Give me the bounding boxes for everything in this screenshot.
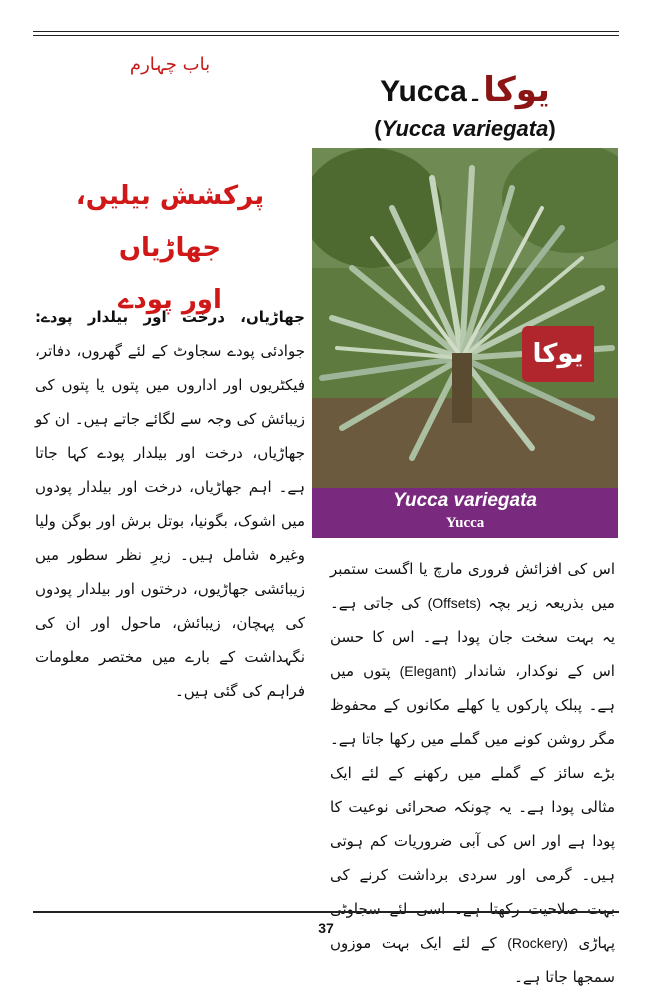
page-number: 37 [318,920,334,936]
term-offsets: (Offsets) [427,595,482,611]
section-title-line2: اور پودے [118,285,222,315]
description-part2: کی جاتی ہے۔ یہ بہت سخت جان پودا ہے۔ اس کا حسن اس کے نوکدار، شاندار [330,594,615,680]
description-part1: اس کی افزائش فروری مارچ یا اگست ستمبر میں بذریعہ زیر بچہ [330,560,615,612]
yucca-photo-card [312,148,618,538]
chapter-label: باب چہارم [129,54,211,75]
scientific-name-text: Yucca variegata [381,116,549,141]
photo-badge: یوکا [522,326,594,382]
title-separator: ۔ [466,75,484,108]
bottom-rule [33,911,619,913]
section-title-line1: پرکشش بیلیں، جھاڑیاں [75,181,265,263]
paren-open: ( [374,116,382,141]
term-elegant: (Elegant) [399,663,457,679]
caption-scientific-name: Yucca variegata [393,490,537,511]
top-rule [33,31,619,36]
page-title [330,70,600,110]
intro-paragraph [35,300,305,708]
intro-bold-lead: جھاڑیاں، درخت اور بیلدار پودے: [35,308,305,326]
yucca-plant-image [312,148,618,488]
intro-body: جوادئی پودے سجاوٹ کے لئے گھروں، دفاتر، فیکٹریوں اور اداروں میں پتوں یا پتوں کی زیبائش کی وجہ سے لگائے جاتے ہیں۔ ان کو جھاڑیاں، درخت اور بیلدار پودے کہا جاتا ہے۔ اہم جھاڑیاں، درخت اور بیلدار پودوں میں اشوک، بگونیا، بوتل برش اور بوگن ولیا وغیرہ شامل ہیں۔ زیرِ نظر سطور میں زیبائشی جھاڑیوں، درختوں اور بیلدار پودوں کی پہچان، زیبائش، ماحول اور ان کی نگہداشت کے بارے میں مختصر معلومات فراہم کی گئی ہیں۔ [35,342,305,700]
scientific-name [340,116,590,142]
description-part4: کے لئے ایک بہت موزوں سمجھا جاتا ہے۔ [330,934,615,986]
title-english: Yucca [380,75,467,108]
paren-close: ) [548,116,556,141]
description-part3: پتوں میں ہے۔ پبلک پارکوں یا کھلے مکانوں کے محفوظ مگر روشن کونے میں گملے میں رکھا جاتا ہے۔ بڑے سائز کے گملے میں رکھنے کے لئے ایک مثالی پودا ہے۔ یہ چونکہ صحرائی نوعیت کا پودا ہے اور اس کی آبی ضروریات کم ہوتی ہیں۔ گرمی اور سردی برداشت کرنے کی بہت صلاحیت رکھتا ہے۔ اسی لئے سجاوٹی پہاڑی [330,662,615,952]
term-rockery: (Rockery) [507,935,568,951]
caption-common-name: Yucca [445,515,485,531]
title-urdu: یوکا [483,70,550,110]
